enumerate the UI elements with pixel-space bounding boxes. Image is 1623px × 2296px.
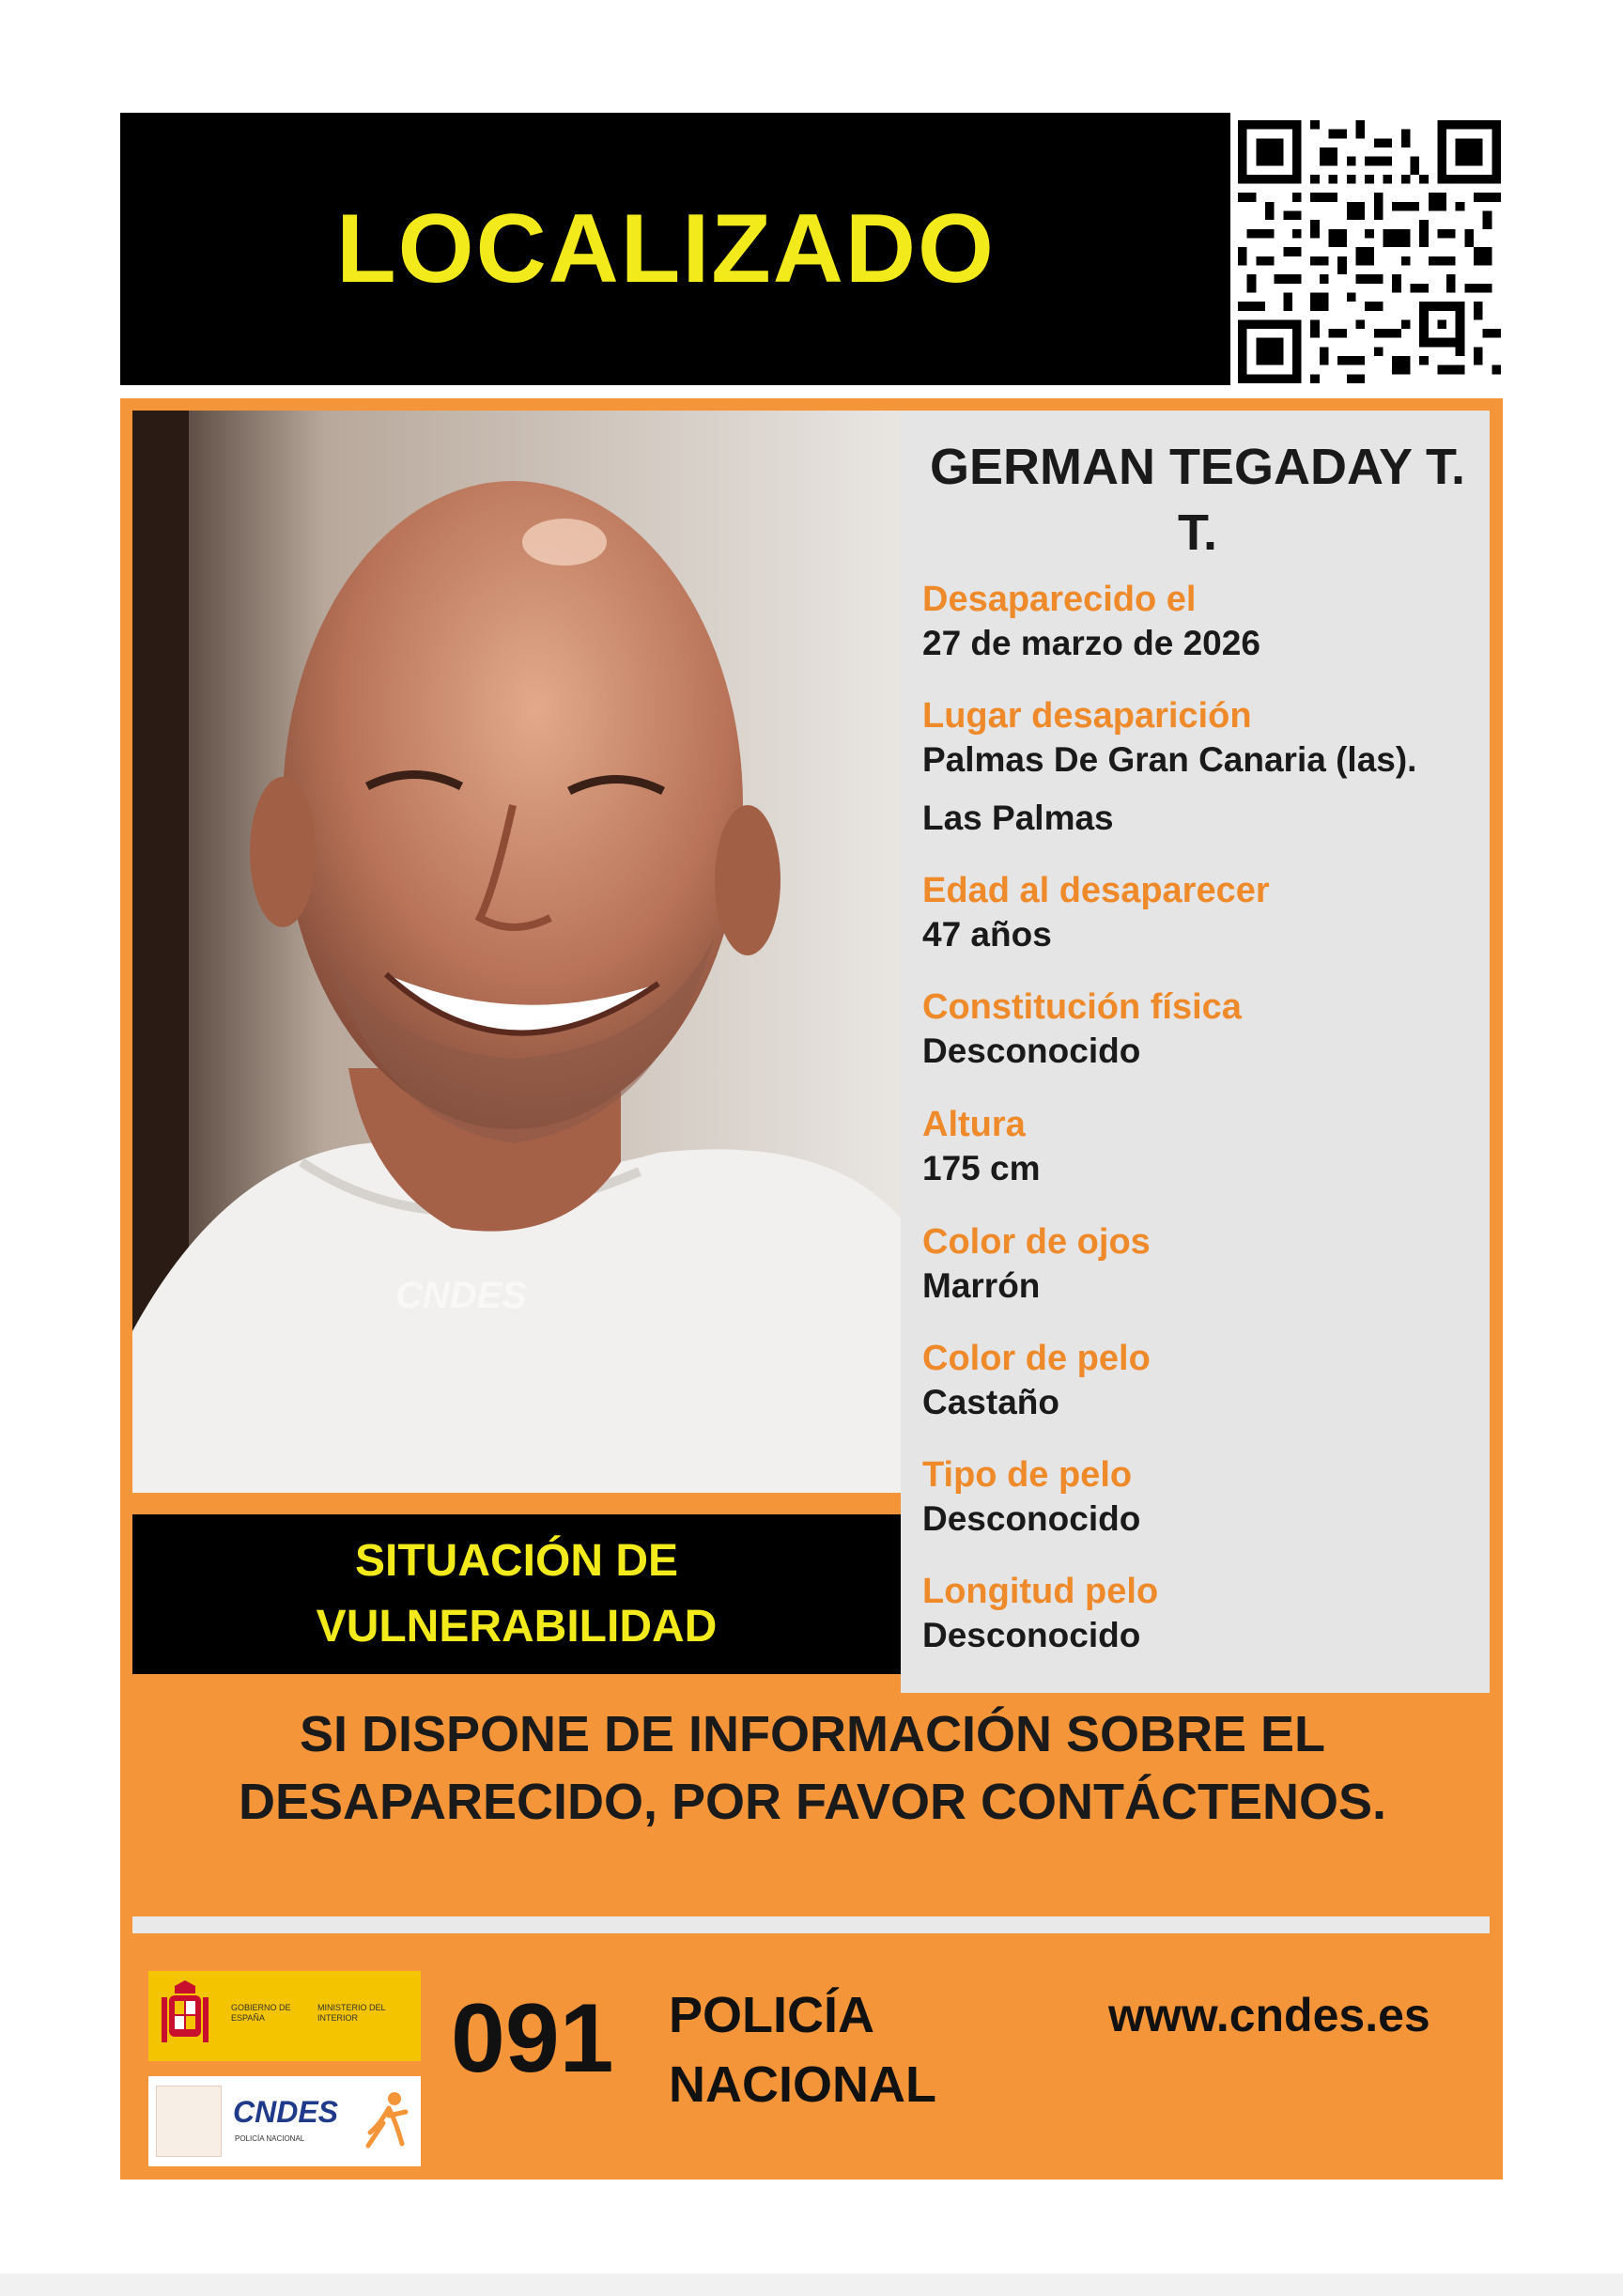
contact-message-line1: SI DISPONE DE INFORMACIÓN SOBRE EL <box>299 1706 1326 1762</box>
police-name <box>669 1980 988 2119</box>
field-value: 27 de marzo de 2026 <box>922 624 1260 662</box>
cndes-figure-icon <box>361 2089 411 2155</box>
cndes-logo <box>148 2076 421 2166</box>
spain-coat-of-arms-icon <box>162 1980 209 2052</box>
field-desaparecido <box>922 579 1260 667</box>
field-label: Lugar desaparición <box>922 696 1252 736</box>
field-label: Constitución física <box>922 987 1242 1027</box>
website-link[interactable]: www.cndes.es <box>1108 1989 1430 2041</box>
field-label: Desaparecido el <box>922 580 1197 619</box>
phone-number[interactable]: 091 <box>451 1984 614 2093</box>
cndes-logo-text: CNDES <box>233 2095 339 2129</box>
field-value: Desconocido <box>922 1616 1141 1654</box>
police-name-line1: POLICÍA <box>669 1987 875 2043</box>
field-value: Desconocido <box>922 1032 1141 1070</box>
contact-message <box>141 1700 1484 1836</box>
field-color-pelo <box>922 1338 1151 1426</box>
field-value: Marrón <box>922 1266 1041 1305</box>
field-value: 175 cm <box>922 1149 1041 1187</box>
field-constitucion <box>922 986 1242 1075</box>
gov-logo-text-1: GOBIERNO DE ESPAÑA <box>231 2003 291 2023</box>
field-value: Palmas De Gran Canaria (las). <box>922 740 1417 779</box>
field-color-ojos <box>922 1221 1151 1310</box>
field-tipo-pelo <box>922 1454 1140 1543</box>
cndes-logo-sub: POLICÍA NACIONAL <box>235 2134 305 2143</box>
field-label: Edad al desaparecer <box>922 871 1270 910</box>
field-label: Color de pelo <box>922 1339 1151 1378</box>
person-photo <box>132 411 901 1493</box>
field-label: Tipo de pelo <box>922 1455 1133 1495</box>
field-label: Altura <box>922 1105 1026 1144</box>
field-value: Desconocido <box>922 1499 1141 1538</box>
government-logo <box>148 1971 421 2061</box>
person-name: GERMAN TEGADAY T. T. <box>929 439 1466 561</box>
field-label: Color de ojos <box>922 1222 1151 1262</box>
field-value: Las Palmas <box>922 799 1114 837</box>
field-lugar <box>922 695 1416 842</box>
police-name-line2: NACIONAL <box>669 2056 936 2113</box>
bottom-strip <box>0 2273 1623 2296</box>
photo-watermark: CNDES <box>395 1275 528 1316</box>
gov-logo-text-2: MINISTERIO DEL INTERIOR <box>317 2003 386 2023</box>
field-value: 47 años <box>922 915 1052 954</box>
field-edad <box>922 870 1270 958</box>
qr-code-icon[interactable] <box>1238 120 1501 383</box>
field-label: Longitud pelo <box>922 1572 1159 1611</box>
field-value: Castaño <box>922 1383 1059 1421</box>
spain-coat-of-arms-icon <box>156 2086 222 2157</box>
status-title: LOCALIZADO <box>336 194 996 303</box>
field-longitud-pelo <box>922 1571 1158 1659</box>
field-altura <box>922 1104 1041 1192</box>
vulnerability-box <box>132 1514 901 1674</box>
vulnerability-text: SITUACIÓN DE VULNERABILIDAD <box>316 1536 718 1652</box>
footer-divider <box>132 1916 1490 1933</box>
contact-message-line2: DESAPARECIDO, POR FAVOR CONTÁCTENOS. <box>238 1774 1387 1830</box>
